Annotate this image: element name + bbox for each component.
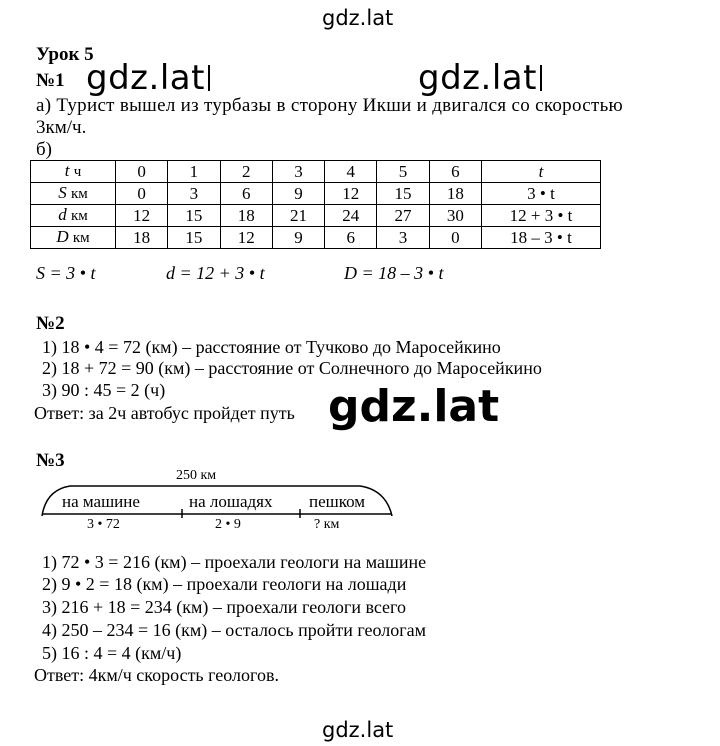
task2-answer: Ответ: за 2ч автобус пройдет путь xyxy=(34,403,295,423)
table-cell: 24 xyxy=(325,205,377,227)
task1-part-b: б) xyxy=(36,139,52,160)
table-cell: 12 xyxy=(220,227,272,249)
table-cell: 3 xyxy=(272,161,324,183)
table-cell: 18 xyxy=(116,227,168,249)
segment-label-car: на машине xyxy=(62,492,140,511)
task2-step-2: 2) 18 + 72 = 90 (км) – расстояние от Солнечного до Маросейкино xyxy=(42,358,542,378)
watermark-center: gdz.lat xyxy=(328,381,500,432)
task3-number: №3 xyxy=(36,450,65,471)
task2-step-1: 1) 18 • 4 = 72 (км) – расстояние от Тучково до Маросейкино xyxy=(42,337,501,357)
table-cell: 6 xyxy=(325,227,377,249)
task1-part-a-line1: а) Турист вышел из турбазы в сторону Икши и двигался со скоростью xyxy=(36,95,624,116)
table-row-header: d км xyxy=(31,205,116,227)
table-cell: 15 xyxy=(168,205,220,227)
segment-sublabel-walk: ? км xyxy=(314,517,340,532)
table-cell: 18 xyxy=(429,183,481,205)
table-row-header: t ч xyxy=(31,161,116,183)
table-cell: 2 xyxy=(220,161,272,183)
task3-step-1: 1) 72 • 3 = 216 (км) – проехали геологи на машине xyxy=(42,552,427,572)
formula-big-d: D = 18 – 3 • t xyxy=(344,263,444,283)
table-cell: 3 xyxy=(168,183,220,205)
table-cell: 0 xyxy=(116,161,168,183)
task2-step-3: 3) 90 : 45 = 2 (ч) xyxy=(42,380,166,400)
table-cell: 0 xyxy=(429,227,481,249)
watermark-top: gdz.lat xyxy=(322,6,394,30)
table-row-header: D км xyxy=(31,227,116,249)
formula-s: S = 3 • t xyxy=(36,263,96,283)
task3-step-5: 5) 16 : 4 = 4 (км/ч) xyxy=(42,643,182,663)
segment-sublabel-car: 3 • 72 xyxy=(87,517,120,532)
task1-number: №1 xyxy=(36,70,65,91)
segment-label-horses: на лошадях xyxy=(189,492,273,511)
diagram-total-label: 250 км xyxy=(176,468,217,483)
table-cell: 5 xyxy=(377,161,429,183)
task2-number: №2 xyxy=(36,313,65,334)
table-row-header: S км xyxy=(31,183,116,205)
table-cell: 12 xyxy=(325,183,377,205)
table-cell: 15 xyxy=(168,227,220,249)
table-cell: 27 xyxy=(377,205,429,227)
table-cell: 4 xyxy=(325,161,377,183)
table-cell: 15 xyxy=(377,183,429,205)
segment-sublabel-horses: 2 • 9 xyxy=(215,517,241,532)
task3-answer: Ответ: 4км/ч скорость геологов. xyxy=(34,665,279,685)
table-cell: 6 xyxy=(220,183,272,205)
table-cell: 3 • t xyxy=(482,183,601,205)
task3-step-3: 3) 216 + 18 = 234 (км) – проехали геологи всего xyxy=(42,597,406,617)
table-row xyxy=(31,227,601,249)
table-cell: 9 xyxy=(272,227,324,249)
table-cell: 18 – 3 • t xyxy=(482,227,601,249)
segment-label-walk: пешком xyxy=(309,492,366,511)
motion-table xyxy=(30,160,601,249)
table-row xyxy=(31,161,601,183)
table-row xyxy=(31,183,601,205)
task1-part-a-line2: 3км/ч. xyxy=(36,117,87,138)
table-cell: 1 xyxy=(168,161,220,183)
task3-step-2: 2) 9 • 2 = 18 (км) – проехали геологи на лошади xyxy=(42,574,407,594)
table-cell: 12 + 3 • t xyxy=(482,205,601,227)
table-cell: 12 xyxy=(116,205,168,227)
table-cell: 0 xyxy=(116,183,168,205)
table-cell: 6 xyxy=(429,161,481,183)
table-cell: 30 xyxy=(429,205,481,227)
lesson-title: Урок 5 xyxy=(36,44,94,65)
table-cell: 9 xyxy=(272,183,324,205)
table-cell: t xyxy=(482,161,601,183)
watermark-mid-left: gdz.lat xyxy=(86,58,210,98)
table-cell: 21 xyxy=(272,205,324,227)
task3-step-4: 4) 250 – 234 = 16 (км) – осталось пройти геологам xyxy=(42,620,426,640)
watermark-mid-right: gdz.lat xyxy=(418,58,542,98)
table-cell: 3 xyxy=(377,227,429,249)
table-row xyxy=(31,205,601,227)
table-cell: 18 xyxy=(220,205,272,227)
formula-d: d = 12 + 3 • t xyxy=(166,263,265,283)
watermark-bottom: gdz.lat xyxy=(322,718,394,742)
